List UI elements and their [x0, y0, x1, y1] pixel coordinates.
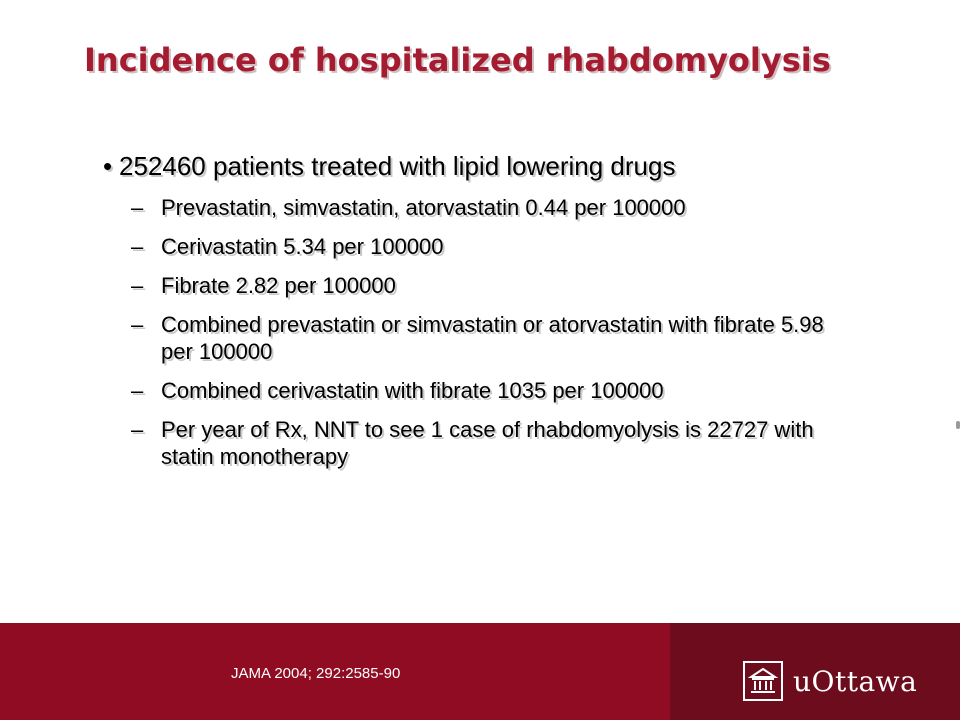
sub-bullet-mark: – [131, 417, 144, 442]
bullet-mark: • [103, 151, 113, 181]
building-icon [743, 661, 783, 701]
uottawa-logo [743, 661, 917, 701]
sub-bullet-2 [131, 233, 843, 260]
sub-bullet-3 [131, 272, 843, 299]
sub-bullet-4 [131, 311, 843, 365]
sub-bullet-text: Prevastatin, simvastatin, atorvastatin 0.44 per 100000 [161, 195, 686, 220]
footer-right-panel [670, 623, 960, 720]
sub-bullet-mark: – [131, 312, 144, 337]
sub-bullet-mark: – [131, 273, 144, 298]
sub-bullet-mark: – [131, 234, 144, 259]
sub-bullet-text: Per year of Rx, NNT to see 1 case of rhabdomyolysis is 22727 with statin monotherapy [161, 417, 814, 469]
sub-bullet-text: Fibrate 2.82 per 100000 [161, 273, 396, 298]
sub-bullet-text: Cerivastatin 5.34 per 100000 [161, 234, 444, 259]
logo-wordmark: uOttawa [793, 664, 918, 698]
citation: JAMA 2004; 292:2585-90 [231, 665, 401, 682]
footer-left-panel [0, 623, 670, 720]
slide-content [103, 150, 843, 482]
edge-mark [956, 421, 960, 429]
main-bullet-text: 252460 patients treated with lipid lowering drugs [119, 151, 676, 181]
sub-bullet-text: Combined prevastatin or simvastatin or atorvastatin with fibrate 5.98 per 100000 [161, 312, 824, 364]
footer-bar [0, 623, 960, 720]
sub-bullet-text: Combined cerivastatin with fibrate 1035 per 100000 [161, 378, 664, 403]
sub-bullet-mark: – [131, 378, 144, 403]
main-bullet [103, 150, 843, 182]
sub-bullet-6 [131, 416, 843, 470]
sub-bullet-mark: – [131, 195, 144, 220]
slide-title: Incidence of hospitalized rhabdomyolysis [84, 41, 831, 79]
sub-bullet-1 [131, 194, 843, 221]
sub-bullet-5 [131, 377, 843, 404]
